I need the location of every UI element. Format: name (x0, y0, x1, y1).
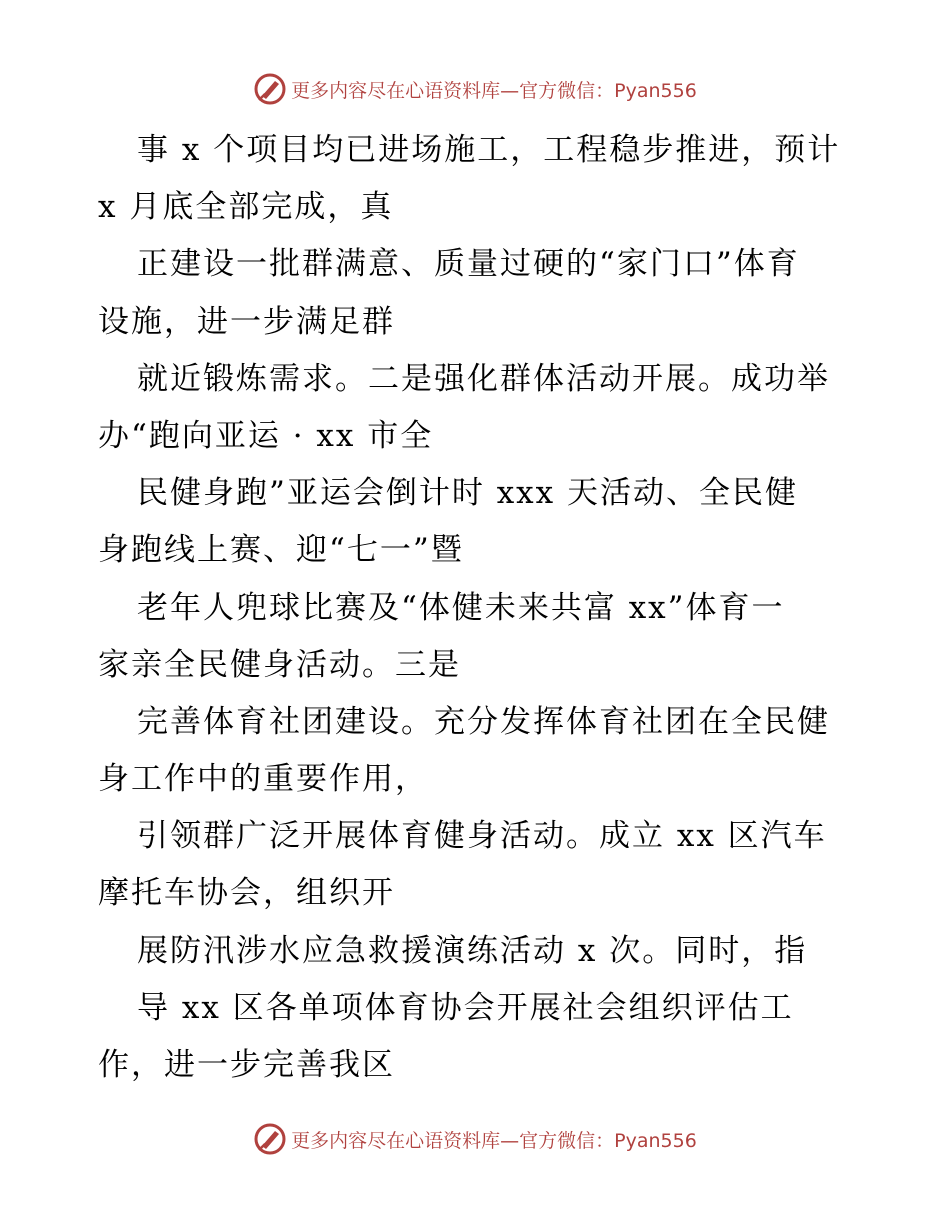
header-banner-text: 更多内容尽在心语资料库—官方微信：Pyan556 (291, 79, 697, 102)
text-line: 导 xx 区各单项体育协会开展社会组织评估工 (137, 989, 794, 1026)
text-line: 设施，进一步满足群 (98, 303, 395, 340)
text-line: 民健身跑”亚运会倒计时 xxx 天活动、全民健 (137, 475, 799, 512)
text-line: 引领群广泛开展体育健身活动。成立 xx 区汽车 (137, 818, 827, 855)
text-line: 身工作中的重要作用， (98, 761, 428, 798)
text-line: 家亲全民健身活动。三是 (98, 646, 461, 683)
text-line: 就近锻炼需求。二是强化群体活动开展。成功举 (137, 360, 830, 397)
text-line: 完善体育社团建设。充分发挥体育社团在全民健 (137, 703, 830, 740)
logo-icon (253, 72, 287, 106)
text-line: 身跑线上赛、迎“七一”暨 (98, 532, 464, 569)
page-footer-banner (0, 1122, 950, 1156)
text-line: 事 x 个项目均已进场施工，工程稳步推进，预计 (137, 132, 841, 168)
footer-banner-text: 更多内容尽在心语资料库—官方微信：Pyan556 (291, 1129, 697, 1152)
text-line: 正建设一批群满意、质量过硬的“家门口”体育 (137, 246, 800, 283)
document-body (98, 122, 858, 1094)
text-line: 作，进一步完善我区 (98, 1047, 395, 1083)
text-line: x 月底全部完成，真 (98, 189, 394, 226)
page-header-banner (0, 72, 950, 106)
text-line: 办“跑向亚运 · xx 市全 (98, 417, 434, 454)
logo-icon (253, 1122, 287, 1156)
text-line: 老年人兜球比赛及“体健未来共富 xx”体育一 (137, 589, 785, 626)
text-line: 展防汛涉水应急救援演练活动 x 次。同时，指 (137, 932, 808, 969)
text-line: 摩托车协会，组织开 (98, 875, 395, 912)
